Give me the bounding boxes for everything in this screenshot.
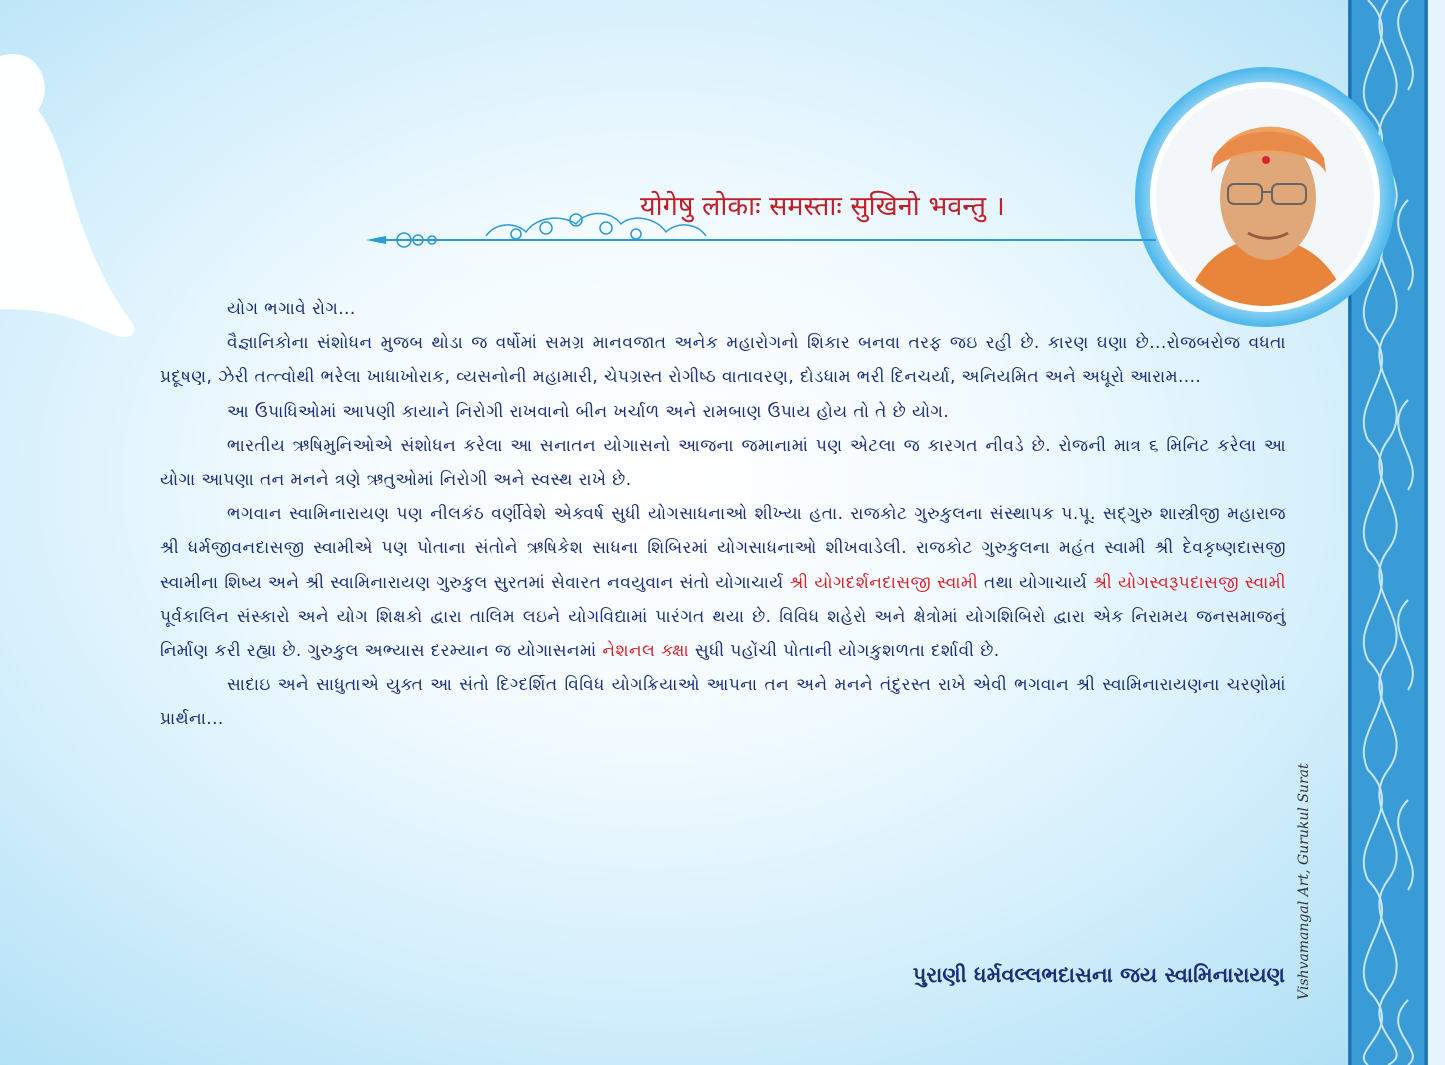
paragraph-4-part-b: તથા યોગાચાર્ય <box>978 572 1094 593</box>
paragraph-3: ભારતીય ઋષિમુનિઓએ સંશોધન કરેલા આ સનાતન યોગાસનો આજના જમાનામાં પણ એટલા જ કારગત નીવડે છે. રોજની માત્ર ૬ મિનિટ કરેલા આ યોગા આપણા તન મનને ત્રણે ઋતુઓમાં નિરોગી અને સ્વસ્થ રાખે છે. <box>160 435 1286 491</box>
paragraph-2: આ ઉપાધિઓમાં આપણી કાયાને નિરોગી રાખવાનો બીન ખર્ચાળ અને રામબાણ ઉપાય હોય તો તે છે યોગ. <box>227 401 950 422</box>
highlight-name-2: શ્રી યોગસ્વરૂપદાસજી સ્વામી <box>1093 572 1287 593</box>
artist-credit: Vishvamangal Art, Gurukul Surat <box>1296 763 1312 1000</box>
paragraph-4-part-c: પૂર્વકાલિન સંસ્કારો અને યોગ શિક્ષકો દ્વારા તાલિમ લઇને યોગવિદ્યામાં પારંગત થયા છે. વિવિધ શહેરો અને ક્ષેત્રોમાં યોગશિબિરો દ્વારા એક નિરામય જનસમાજનું નિર્માણ કરી રહ્યા છે. ગુરુકુલ અભ્યાસ દરમ્યાન જ યોગાસનમાં <box>160 606 1286 662</box>
highlight-name-1: શ્રી યોગદર્શનદાસજી સ્વામી <box>789 572 979 593</box>
highlight-national-level: નેશનલ ક્ક્ષા <box>602 641 690 662</box>
border-edge <box>1428 0 1445 1065</box>
meditation-silhouette <box>0 40 150 340</box>
paragraph-4 <box>160 497 1286 668</box>
portrait-photo <box>1150 82 1380 312</box>
article-title: યોગ ભગાવે રોગ... <box>227 299 356 319</box>
sanskrit-verse: योगेषु लोकाः समस्ताः सुखिनो भवन्तु । <box>640 191 1005 222</box>
paragraph-5: સાદાઇ અને સાધુતાએ યુક્ત આ સંતો દિગ્દર્શિત વિવિધ યોગક્રિયાઓ આપના તન અને મનને તંદુરસ્ત રાખે એવી ભગવાન શ્રી સ્વામિનારાયણના ચરણોમાં પ્રાર્થના... <box>160 675 1286 730</box>
article-body <box>160 292 1286 737</box>
paragraph-4-part-d: સુધી પહોંચી પોતાની યોગકુશળતા દર્શાવી છે. <box>689 641 1000 662</box>
signature: પુરાણી ધર્મવલ્લભદાસના જય સ્વામિનારાયણ <box>912 963 1285 987</box>
paragraph-1: વૈજ્ઞાનિકોના સંશોધન મુજબ થોડા જ વર્ષોમાં સમગ્ર માનવજાત અનેક મહારોગનો શિકાર બનવા તરફ જઇ રહી છે. કારણ ઘણા છે...રોજબરોજ વધતા પ્રદૂષણ, ઝેરી તત્ત્વોથી ભરેલા ખાધાખોરાક, વ્યસનોની મહામારી, ચેપગ્રસ્ત રોગીષ્ઠ વાતાવરણ, દોડધામ ભરી દિનચર્યા, અનિયમિત અને અધૂરો આરામ.... <box>160 333 1286 388</box>
paragraph-4-part-a: ભગવાન સ્વામિનારાયણ પણ નીલકંઠ વર્ણીવેશે એક્વર્ષ સુધી યોગસાધનાઓ શીખ્યા હતા. રાજકોટ ગુરુકુલના સંસ્થાપક પ.પૂ. સદ્‌ગુરુ શાસ્ત્રીજી મહારાજ શ્રી ધર્મજીવનદાસજી સ્વામીએ પણ પોતાના સંતોને ઋષિકેશ સાધના શિબિરમાં યોગસાધનાઓ શીખવાડેલી. રાજકોટ ગુરુકુલના મહંત સ્વામી શ્રી દેવકૃષ્ણદાસજી સ્વામીના શિષ્ય અને શ્રી સ્વામિનારાયણ ગુરુકુલ સુરતમાં સેવારત નવયુવાન સંતો યોગાચાર્ય <box>160 504 1286 593</box>
